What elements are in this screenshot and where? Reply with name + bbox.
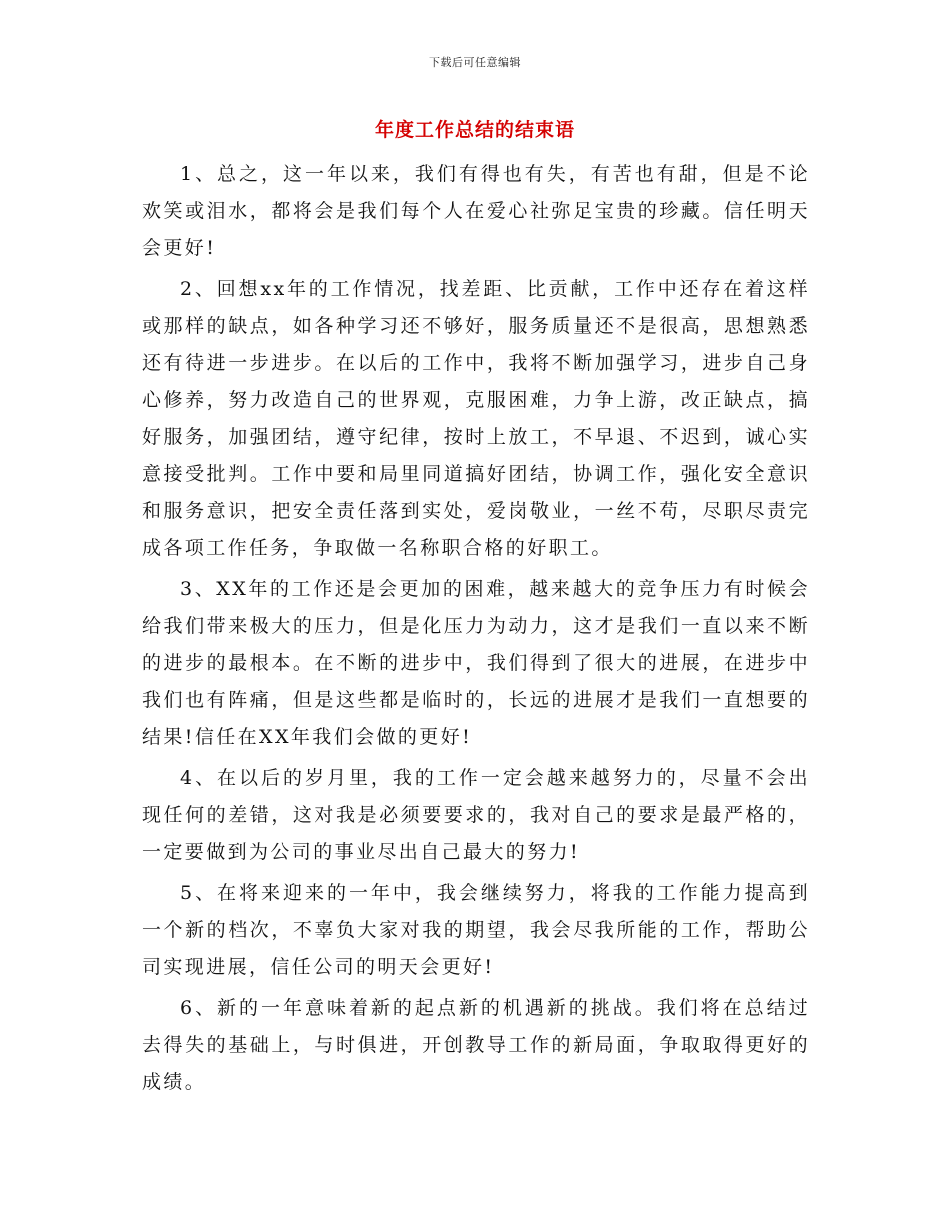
paragraph-6: 6、新的一年意味着新的起点新的机遇新的挑战。我们将在总结过去得失的基础上，与时俱进，开创教导工作的新局面，争取取得更好的成绩。 [142, 997, 810, 1093]
paragraph-4: 4、在以后的岁月里，我的工作一定会越来越努力的，尽量不会出现任何的差错，这对我是必须要要求的，我对自己的要求是最严格的，一定要做到为公司的事业尽出自己最大的努力! [142, 767, 810, 863]
header-note: 下载后可任意编辑 [429, 56, 521, 69]
paragraph-2: 2、回想xx年的工作情况，找差距、比贡献，工作中还存在着这样或那样的缺点，如各种学习还不够好，服务质量还不是很高，思想熟悉还有待进一步进步。在以后的工作中，我将不断加强学习，进步自己身心修养，努力改造自己的世界观，克服困难，力争上游，改正缺点，搞好服务，加强团结，遵守纪律，按时上放工，不早退、不迟到，诚心实意接受批判。工作中要和局里同道搞好团结，协调工作，强化安全意识和服务意识，把安全责任落到实处，爱岗敬业，一丝不苟，尽职尽责完成各项工作任务，争取做一名称职合格的好职工。 [142, 278, 810, 559]
paragraph-3: 3、XX年的工作还是会更加的困难，越来越大的竞争压力有时候会给我们带来极大的压力，但是化压力为动力，这才是我们一直以来不断的进步的最根本。在不断的进步中，我们得到了很大的进展，在进步中我们也有阵痛，但是这些都是临时的，长远的进展才是我们一直想要的结果!信任在XX年我们会做的更好! [142, 578, 810, 748]
document-title: 年度工作总结的结束语 [374, 119, 575, 141]
paragraph-5: 5、在将来迎来的一年中，我会继续努力，将我的工作能力提高到一个新的档次，不辜负大家对我的期望，我会尽我所能的工作，帮助公司实现进展，信任公司的明天会更好! [142, 882, 810, 978]
document-body [142, 156, 810, 1105]
paragraph-1: 1、总之，这一年以来，我们有得也有失，有苦也有甜，但是不论欢笑或泪水，都将会是我们每个人在爱心社弥足宝贵的珍藏。信任明天会更好! [142, 163, 810, 259]
